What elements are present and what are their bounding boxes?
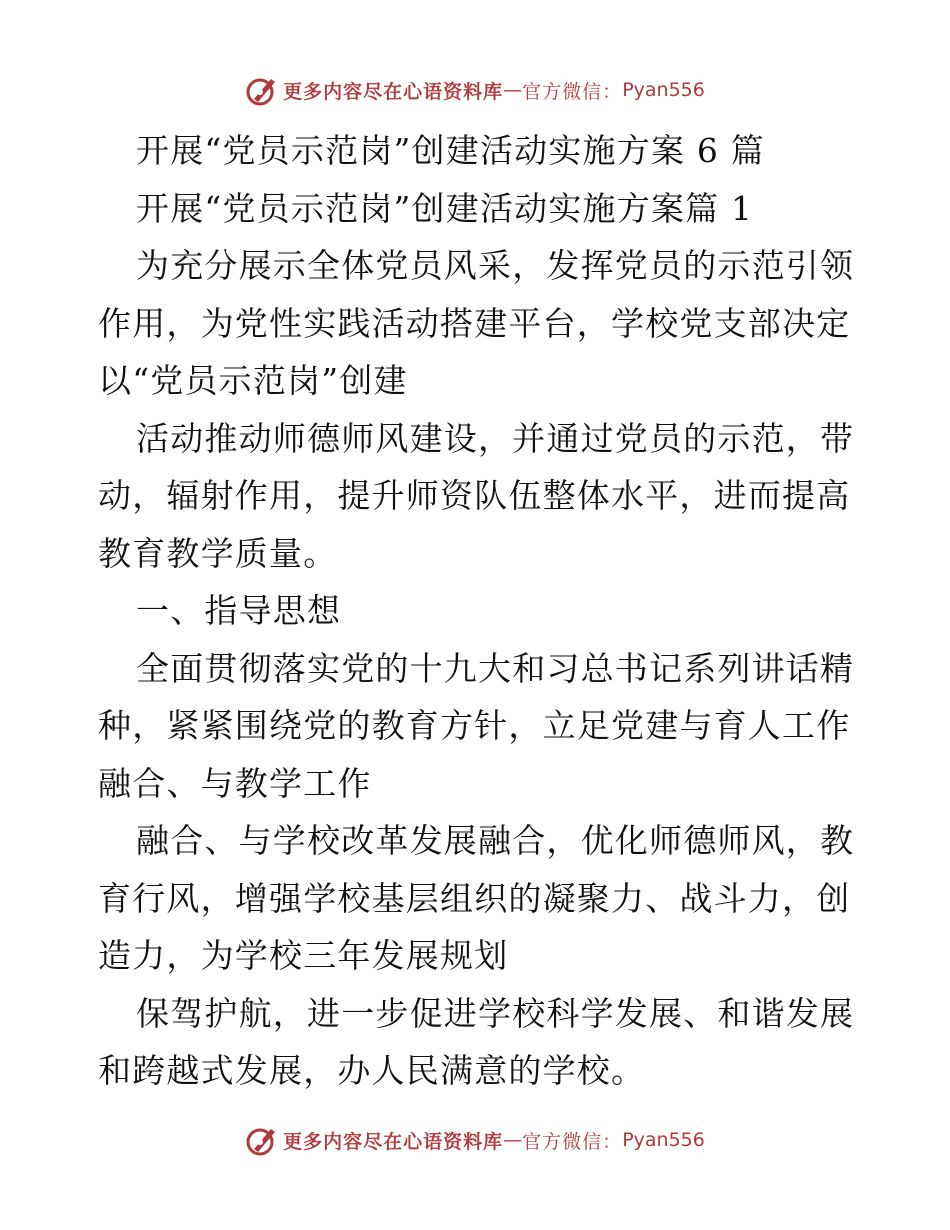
banner-official-label: 官方微信： xyxy=(522,80,623,103)
doc-line-16: 保驾护航，进一步促进学校科学发展、和谐发展 xyxy=(136,993,855,1033)
doc-line-7: 动，辐射作用，提升师资队伍整体水平，进而提高 xyxy=(98,476,851,515)
banner-official-label: 官方微信： xyxy=(522,1130,623,1153)
doc-line-8: 教育教学质量。 xyxy=(98,533,338,573)
banner-brand: 更多内容尽在心语资料库 xyxy=(283,1130,504,1153)
doc-line-2: 开展“党员示范岗”创建活动实施方案篇 1 xyxy=(136,188,754,228)
doc-line-6: 活动推动师德师风建设，并通过党员的示范，带 xyxy=(136,418,855,458)
doc-line-11: 种，紧紧围绕党的教育方针，立足党建与育人工作 xyxy=(98,706,851,745)
banner-brand: 更多内容尽在心语资料库 xyxy=(283,80,504,103)
doc-line-17: 和跨越式发展，办人民满意的学校。 xyxy=(98,1051,646,1090)
doc-line-4: 作用，为党性实践活动搭建平台，学校党支部决定 xyxy=(98,303,851,343)
banner-wechat-id: Pyan556 xyxy=(622,1129,705,1151)
doc-line-10: 全面贯彻落实党的十九大和习总书记系列讲话精 xyxy=(136,648,855,688)
doc-line-5: 以“党员示范岗”创建 xyxy=(98,361,408,400)
header-banner xyxy=(0,70,950,110)
doc-line-13: 融合、与学校改革发展融合，优化师德师风，教 xyxy=(136,821,855,860)
doc-line-15: 造力，为学校三年发展规划 xyxy=(98,936,509,975)
doc-line-3: 为充分展示全体党员风采，发挥党员的示范引领 xyxy=(136,246,855,285)
document-body xyxy=(98,122,858,1100)
banner-separator: — xyxy=(503,79,523,101)
pen-logo-icon xyxy=(245,73,279,107)
doc-line-14: 育行风，增强学校基层组织的凝聚力、战斗力，创 xyxy=(98,878,851,918)
footer-banner xyxy=(0,1120,950,1160)
pen-logo-icon xyxy=(245,1123,279,1157)
doc-line-9: 一、指导思想 xyxy=(136,591,342,630)
doc-line-1: 开展“党员示范岗”创建活动实施方案 6 篇 xyxy=(136,131,765,170)
banner-separator: — xyxy=(503,1129,523,1151)
banner-wechat-id: Pyan556 xyxy=(622,79,705,101)
doc-line-12: 融合、与教学工作 xyxy=(98,763,372,803)
